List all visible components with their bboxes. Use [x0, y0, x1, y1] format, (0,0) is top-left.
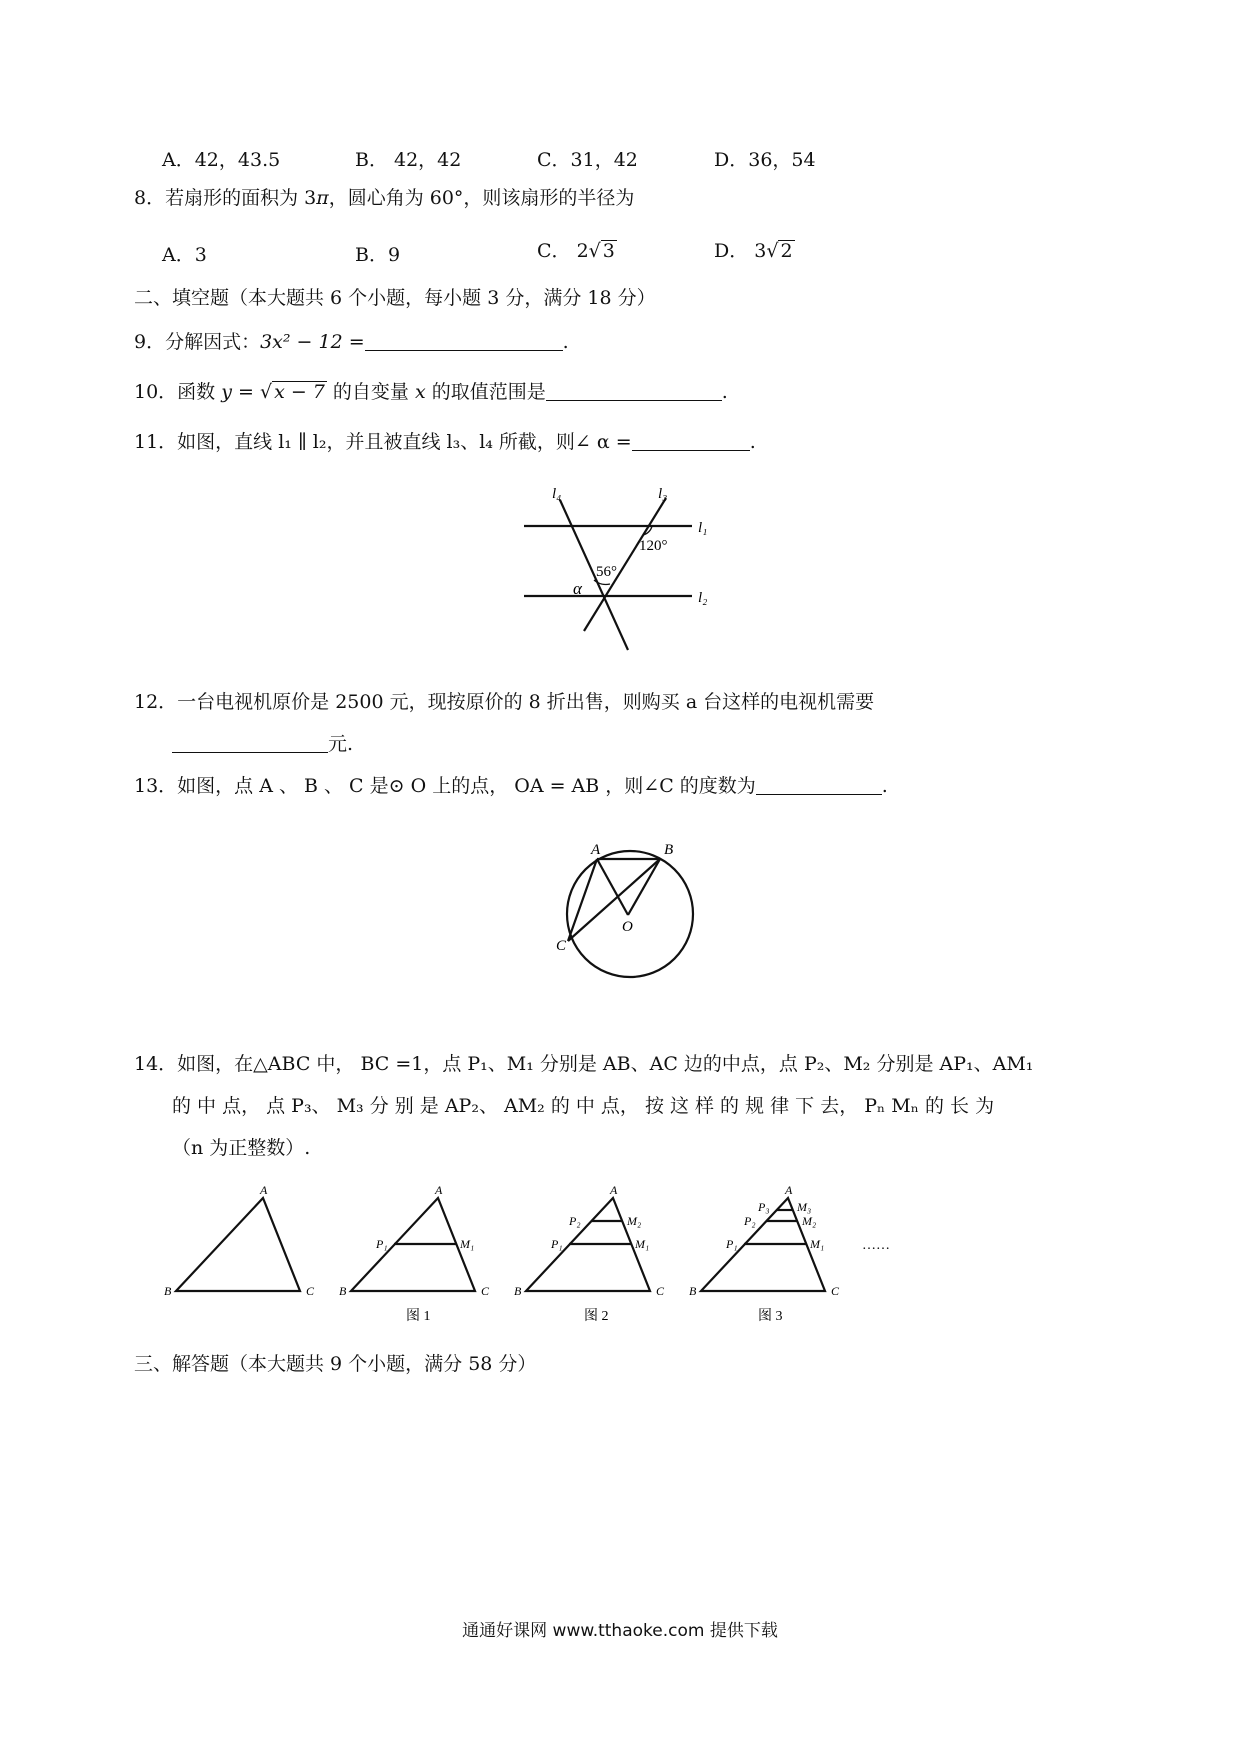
label-c-fig2: C: [656, 1284, 665, 1298]
label-b-fig2: B: [514, 1284, 522, 1298]
answer-blank-9[interactable]: [365, 330, 563, 351]
section-2-heading: 二、填空题（本大题共 6 个小题，每小题 3 分，满分 18 分）: [134, 287, 656, 309]
ellipsis: ……: [862, 1238, 890, 1253]
caption-fig3: 图 3: [758, 1309, 783, 1324]
segment-ao: [597, 859, 628, 915]
answer-blank-13[interactable]: [756, 774, 882, 795]
q7-option-c: C．31，42: [537, 149, 638, 171]
q8-option-b: B．9: [355, 244, 401, 266]
label-a-fig3: A: [785, 1183, 793, 1197]
label-m1-fig3: M₁: [810, 1237, 825, 1251]
label-c-base: C: [306, 1284, 315, 1298]
label-a-fig2: A: [610, 1183, 618, 1197]
label-alpha: α: [573, 579, 582, 598]
label-p1-fig2: P₁: [551, 1237, 563, 1251]
footer-source: 通通好课网 www.tthaoke.com 提供下载: [462, 1621, 778, 1641]
q7-option-a: A．42，43.5: [162, 149, 281, 171]
question-12-line2: 元.: [172, 730, 353, 758]
answer-blank-11[interactable]: [632, 430, 750, 451]
label-a-base: A: [260, 1183, 268, 1197]
label-p2-fig2: P₂: [569, 1214, 581, 1228]
label-b-fig3: B: [689, 1284, 697, 1298]
q8-option-d: D． 3√ 2: [714, 240, 793, 262]
label-m2-fig3: M₂: [802, 1214, 817, 1228]
label-a: A: [591, 842, 601, 858]
caption-fig2: 图 2: [584, 1309, 609, 1324]
question-11: 11．如图，直线 l₁ ∥ l₂，并且被直线 l₃、l₄ 所截，则∠ α = .: [134, 431, 756, 453]
label-p1-fig1: P₁: [376, 1237, 388, 1251]
answer-blank-12[interactable]: [172, 732, 328, 753]
triangle-base: [176, 1198, 300, 1291]
label-angle-56: 56°: [596, 564, 617, 580]
label-angle-120: 120°: [639, 538, 668, 554]
label-l3: l₃: [658, 486, 668, 502]
question-14-line1: 14．如图，在△ABC 中， BC =1，点 P₁、M₁ 分别是 AB、AC 边的中点，点 P₂、M₂ 分别是 AP₁、AM₁: [134, 1053, 1034, 1075]
question-9: 9．分解因式：3x² − 12 = .: [134, 331, 569, 353]
question-14-line3: （n 为正整数）.: [172, 1137, 311, 1159]
label-b-fig1: B: [339, 1284, 347, 1298]
question-13: 13．如图，点 A 、 B 、 C 是⊙ O 上的点， OA = AB ，则∠C 的度数为 .: [134, 775, 888, 797]
label-m2-fig2: M₂: [627, 1214, 642, 1228]
segment-bo: [628, 859, 660, 915]
label-c-fig3: C: [831, 1284, 840, 1298]
q7-option-d: D．36，54: [714, 149, 816, 171]
label-o: O: [622, 919, 633, 935]
label-c: C: [556, 938, 567, 954]
question-14-line2: 的 中 点， 点 P₃、 M₃ 分 别 是 AP₂、 AM₂ 的 中 点， 按 这 样 的 规 律 下 去， Pₙ Mₙ 的 长 为: [172, 1095, 995, 1117]
q7-option-b: B． 42，42: [355, 149, 462, 171]
label-a-fig1: A: [435, 1183, 443, 1197]
label-p3-fig3: P₃: [758, 1200, 770, 1214]
question-12-line1: 12．一台电视机原价是 2500 元，现按原价的 8 折出售，则购买 a 台这样的电视机需要: [134, 691, 875, 713]
label-b: B: [664, 842, 674, 858]
label-b-base: B: [164, 1284, 172, 1298]
q8-option-c: C． 2√ 3: [537, 240, 615, 262]
section-3-heading: 三、解答题（本大题共 9 个小题，满分 58 分）: [134, 1353, 537, 1375]
answer-blank-10[interactable]: [546, 380, 722, 401]
figure-circle: [545, 832, 715, 992]
circle-o: [567, 851, 693, 977]
caption-fig1: 图 1: [406, 1309, 431, 1324]
label-l1: l₁: [698, 520, 708, 536]
figure-triangles: [160, 1178, 900, 1328]
label-p2-fig3: P₂: [744, 1214, 756, 1228]
label-c-fig1: C: [481, 1284, 490, 1298]
question-10: 10．函数 y = √ x − 7 的自变量 x 的取值范围是 .: [134, 381, 728, 403]
label-m1-fig1: M₁: [460, 1237, 475, 1251]
q8-option-a: A．3: [162, 244, 207, 266]
figure-parallel-lines: [500, 470, 740, 660]
label-l4: l₄: [552, 486, 562, 502]
question-8: 8．若扇形的面积为 3π，圆心角为 60°，则该扇形的半径为: [134, 187, 635, 209]
label-m1-fig2: M₁: [635, 1237, 650, 1251]
label-m3-fig3: M₃: [797, 1200, 812, 1214]
label-l2: l₂: [698, 590, 708, 606]
label-p1-fig3: P₁: [726, 1237, 738, 1251]
